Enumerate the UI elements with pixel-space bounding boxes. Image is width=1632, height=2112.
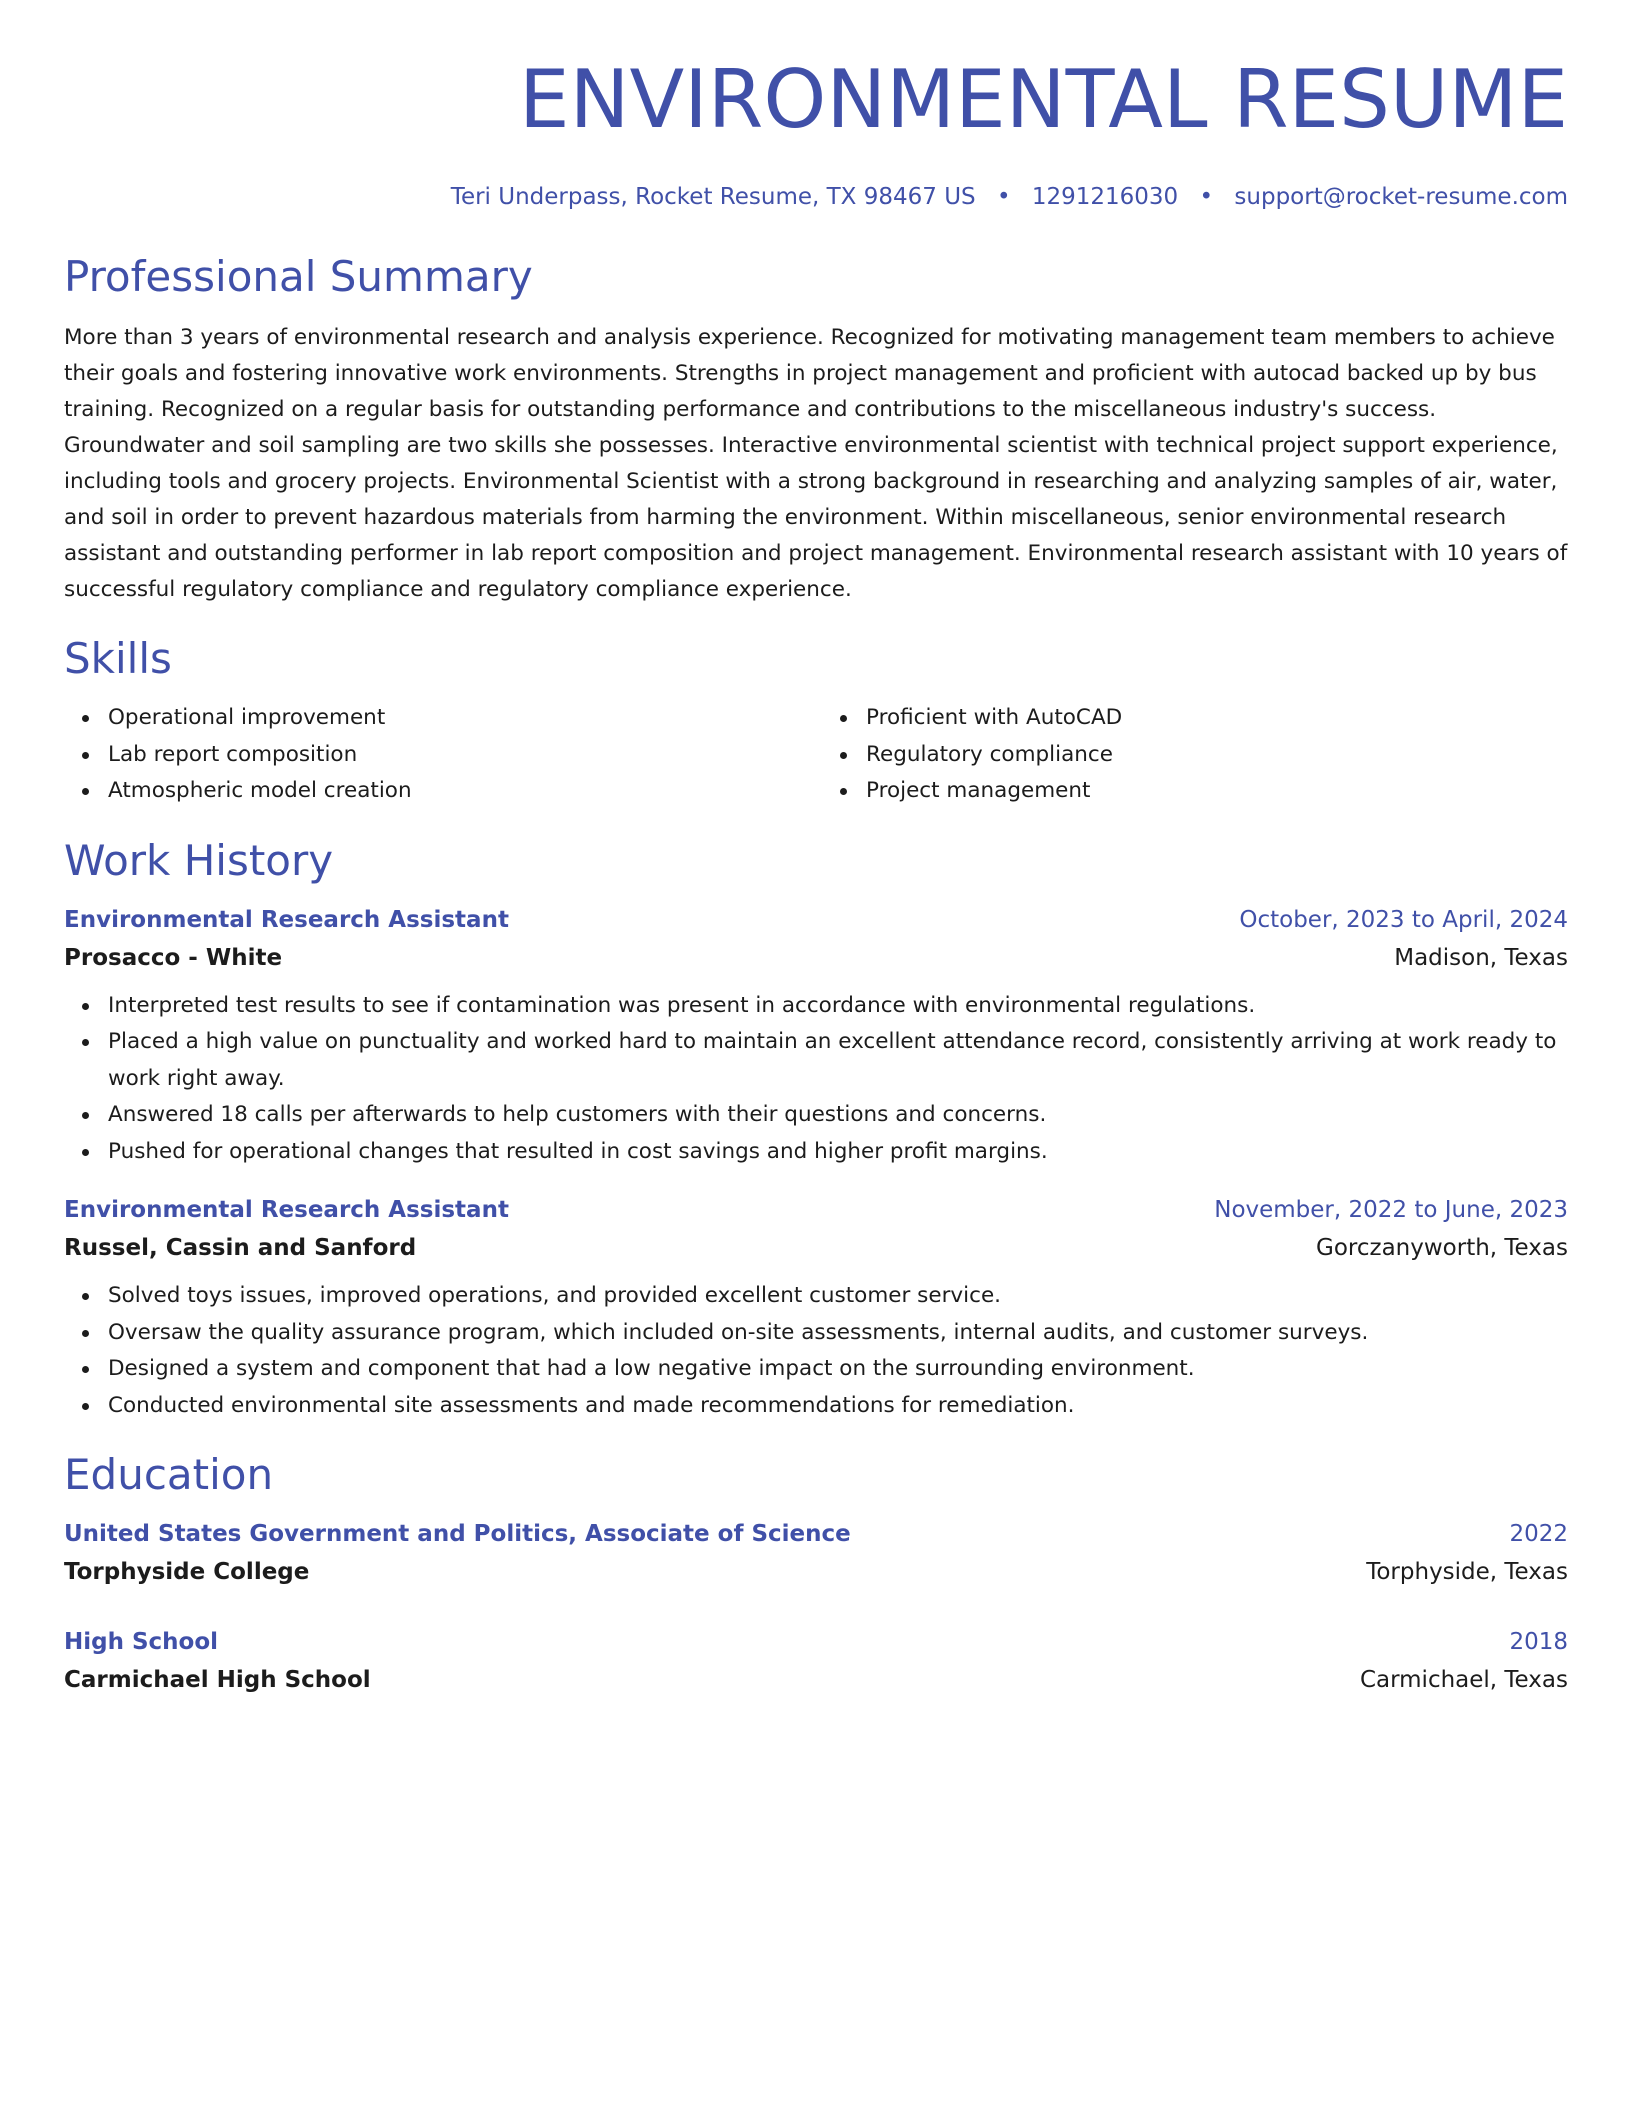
job-header-row: [64, 904, 1568, 936]
resume-title: ENVIRONMENTAL RESUME: [519, 53, 1568, 146]
job-employer: Prosacco - White: [64, 944, 283, 971]
job-location: Madison, Texas: [1394, 944, 1568, 971]
education-school-row: [64, 1664, 1568, 1696]
education-location: Torphyside, Texas: [1366, 1559, 1568, 1585]
contact-email: support@rocket-resume.com: [1234, 184, 1568, 210]
skills-heading: Skills: [64, 634, 172, 683]
contact-phone: 1291216030: [1031, 184, 1179, 210]
job-bullet: Pushed for operational changes that resulted in cost savings and higher profit margins.: [108, 1134, 1568, 1171]
education-location: Carmichael, Texas: [1359, 1667, 1568, 1693]
job-title: Environmental Research Assistant: [64, 906, 509, 933]
job-bullet: Answered 18 calls per afterwards to help customers with their questions and concerns.: [108, 1097, 1568, 1134]
job-dates: October, 2023 to April, 2024: [1239, 906, 1568, 933]
job-bullet: Oversaw the quality assurance program, which included on-site assessments, internal audits, and customer surveys.: [108, 1315, 1568, 1352]
job-dates: November, 2022 to June, 2023: [1214, 1197, 1568, 1223]
job-bullet: Conducted environmental site assessments and made recommendations for remediation.: [108, 1388, 1568, 1425]
summary-section: [64, 252, 1568, 608]
skill-item: Lab report composition: [108, 737, 816, 774]
job-entry: [64, 904, 1568, 1171]
education-school: Torphyside College: [64, 1559, 310, 1585]
skill-item: Atmospheric model creation: [108, 773, 816, 810]
education-year: 2018: [1509, 1629, 1568, 1655]
skill-item: Project management: [866, 773, 1568, 810]
job-location: Gorczanyworth, Texas: [1316, 1235, 1568, 1261]
skills-section: [64, 634, 1568, 810]
skills-list-right: [816, 700, 1568, 810]
job-bullet: Interpreted test results to see if contamination was present in accordance with environmental regulations.: [108, 988, 1568, 1025]
education-year: 2022: [1509, 1521, 1568, 1547]
summary-text: More than 3 years of environmental research and analysis experience. Recognized for motivating management team members to achieve their goals and fostering innovative work environments. Strengths in project management and proficient with autocad backed up by bus training. Recognized on a regular basis for outstanding performance and contributions to the miscellaneous industry's success. Groundwater and soil sampling are two skills she possesses. Interactive environmental scientist with technical project support experience, including tools and grocery projects. Environmental Scientist with a strong background in researching and analyzing samples of air, water, and soil in order to prevent hazardous materials from harming the environment. Within miscellaneous, senior environmental research assistant and outstanding performer in lab report composition and project management. Environmental research assistant with 10 years of successful regulatory compliance and regulatory compliance experience.: [64, 325, 1568, 602]
job-employer-row: [64, 1232, 1568, 1264]
skills-columns: [64, 700, 1568, 810]
job-header-row: [64, 1194, 1568, 1226]
summary-heading: Professional Summary: [64, 252, 533, 301]
work-history-heading: Work History: [64, 835, 334, 885]
job-entry: [64, 1194, 1568, 1424]
skill-item: Regulatory compliance: [866, 737, 1568, 774]
resume-header: [64, 52, 1568, 212]
job-title: Environmental Research Assistant: [64, 1197, 509, 1223]
contact-separator: •: [1199, 184, 1214, 210]
contact-separator: •: [996, 184, 1011, 210]
education-school-row: [64, 1556, 1568, 1588]
job-employer: Russel, Cassin and Sanford: [64, 1235, 417, 1261]
skill-item: Proficient with AutoCAD: [866, 700, 1568, 737]
education-degree: High School: [64, 1629, 219, 1655]
education-entry: [64, 1518, 1568, 1588]
job-bullet: Solved toys issues, improved operations, and provided excellent customer service.: [108, 1278, 1568, 1315]
job-employer-row: [64, 942, 1568, 974]
work-history-section: [64, 836, 1568, 1425]
job-bullet: Designed a system and component that had a low negative impact on the surrounding environment.: [108, 1351, 1568, 1388]
job-bullets: [64, 1278, 1568, 1424]
education-header-row: [64, 1518, 1568, 1550]
contact-line: [64, 182, 1568, 212]
education-degree: United States Government and Politics, Associate of Science: [64, 1521, 851, 1547]
education-heading: Education: [64, 1450, 274, 1499]
skill-item: Operational improvement: [108, 700, 816, 737]
skills-list-left: [64, 700, 816, 810]
job-bullets: [64, 988, 1568, 1171]
education-school: Carmichael High School: [64, 1667, 371, 1693]
education-header-row: [64, 1626, 1568, 1658]
contact-address: Teri Underpass, Rocket Resume, TX 98467 US: [450, 184, 976, 210]
job-bullet: Placed a high value on punctuality and worked hard to maintain an excellent attendance record, consistently arriving at work ready to work right away.: [108, 1024, 1568, 1097]
education-section: [64, 1450, 1568, 1696]
education-entry: [64, 1626, 1568, 1696]
